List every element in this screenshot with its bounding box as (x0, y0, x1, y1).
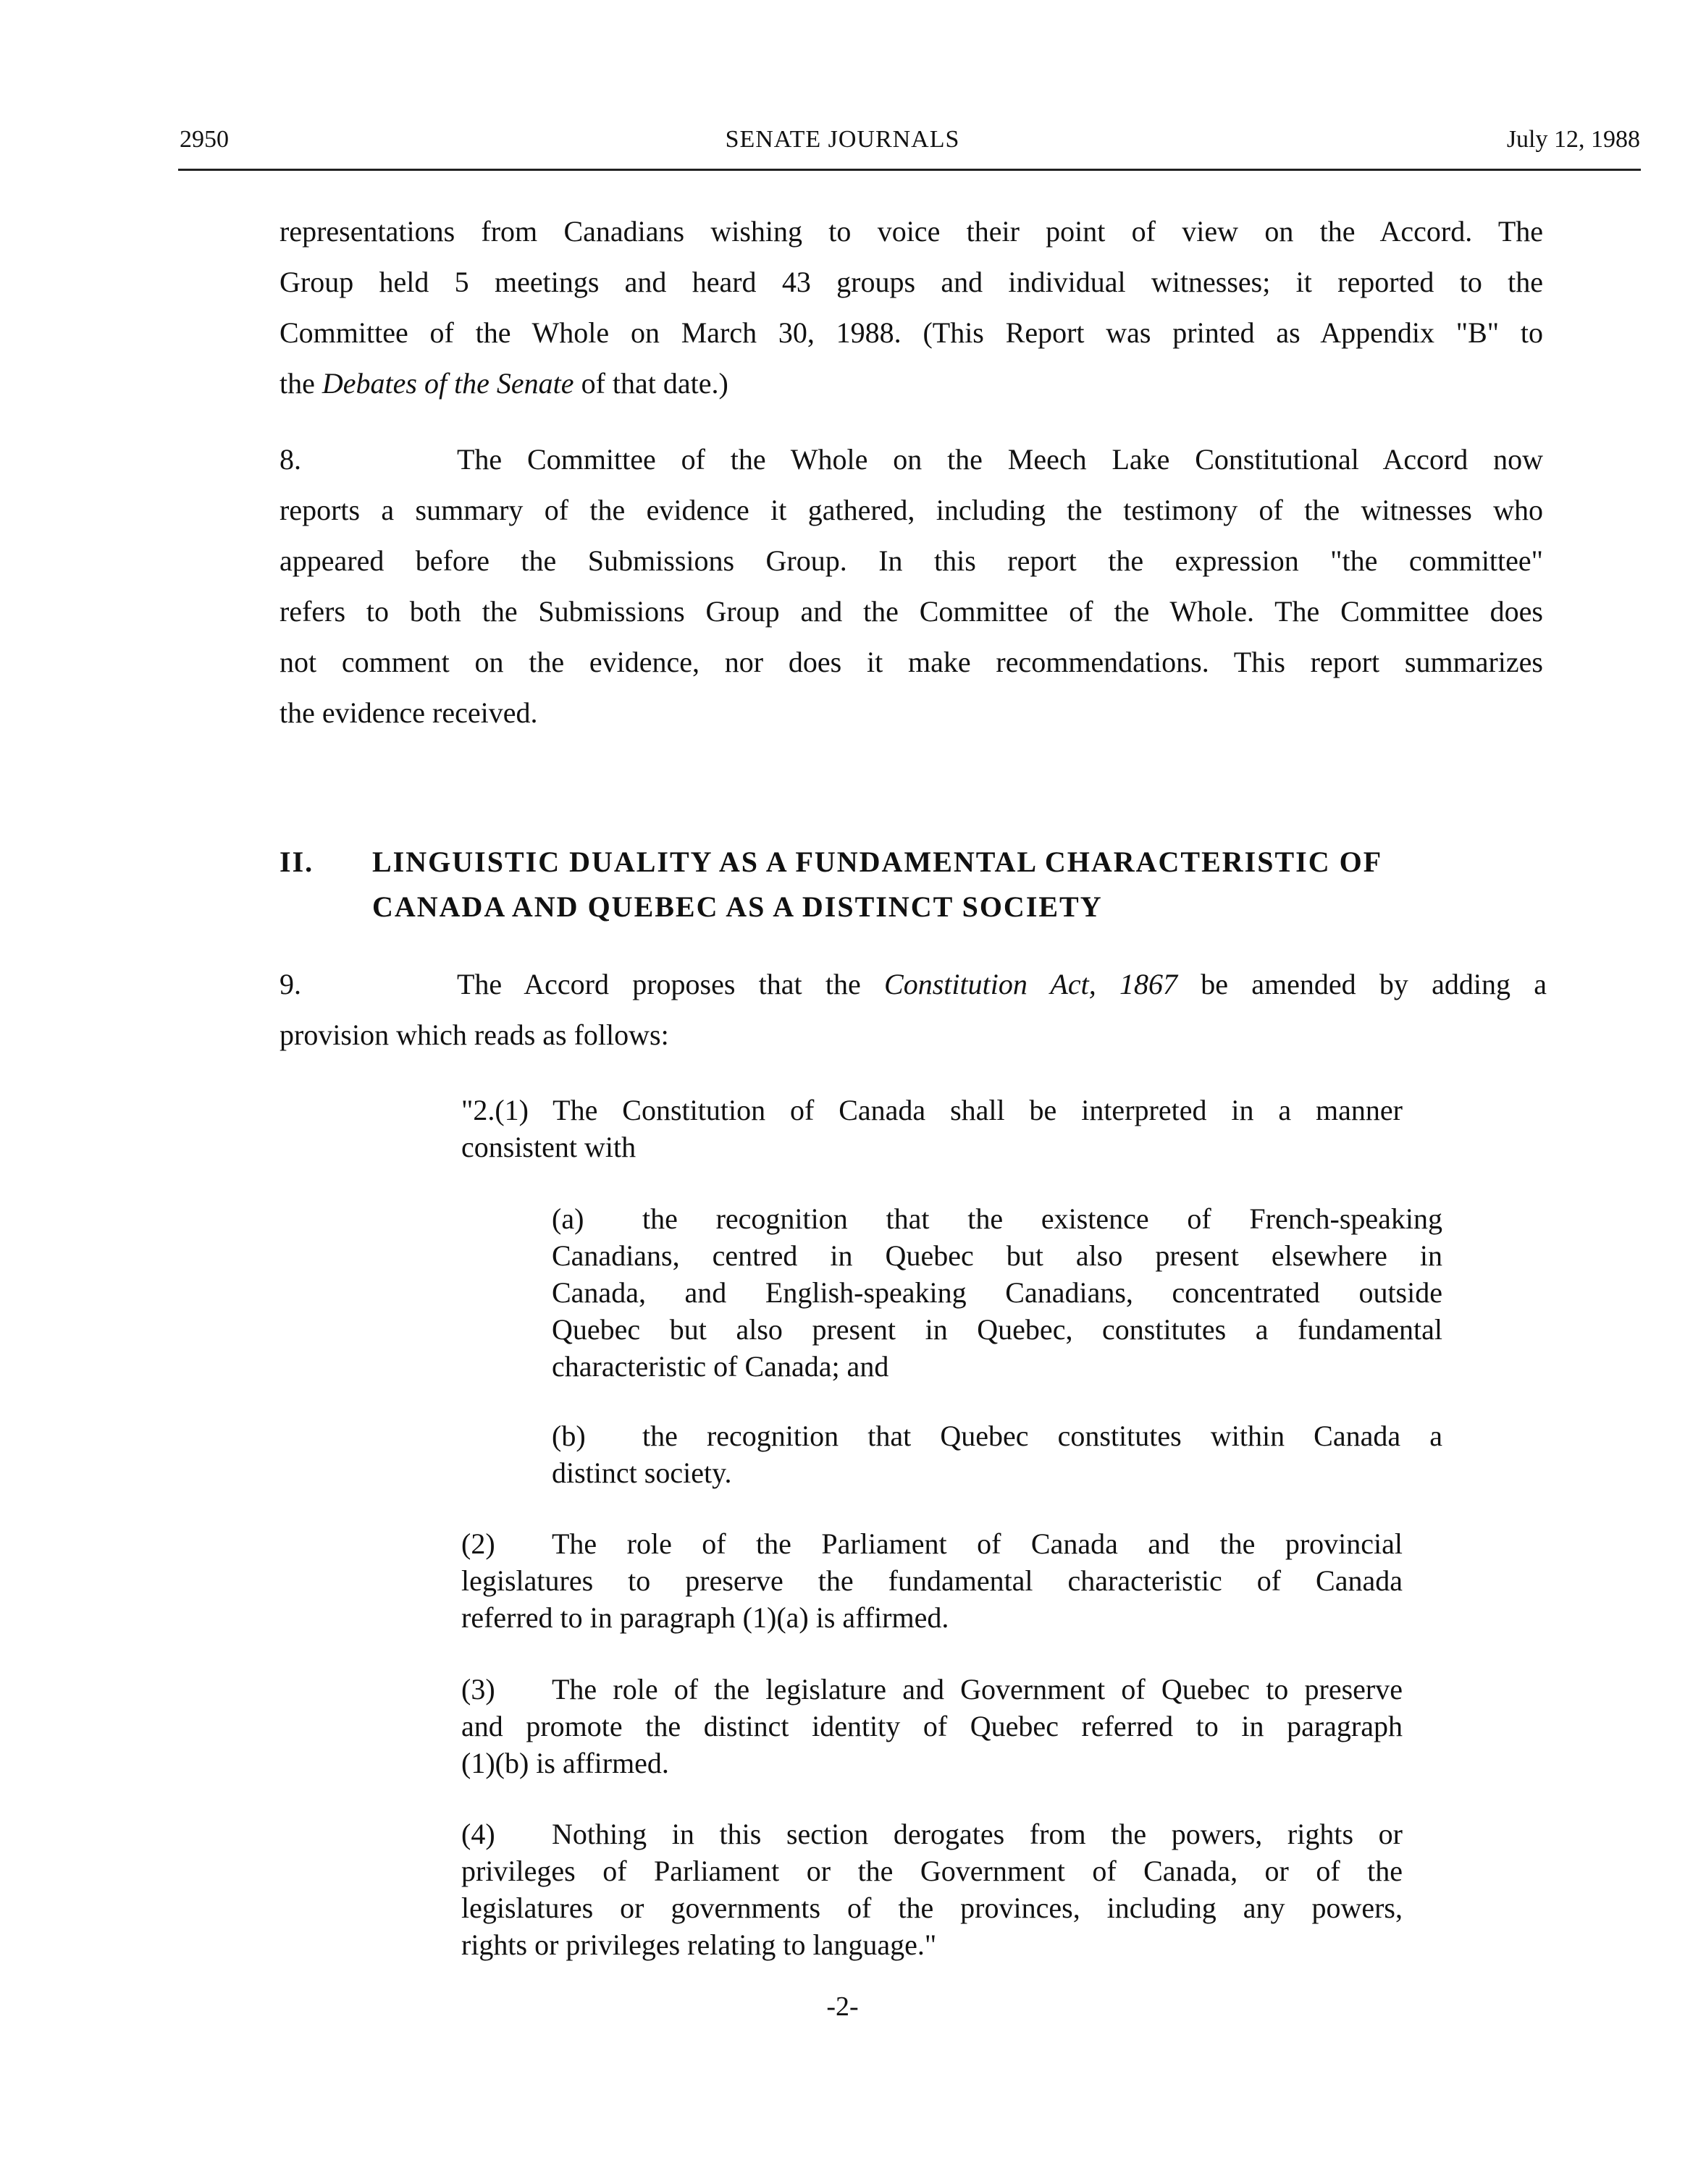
text-line: (1)(b) is affirmed. (461, 1747, 669, 1779)
paragraph-7-continued (280, 206, 1543, 409)
text-line (552, 1200, 1442, 1237)
paragraph-number: 8. (280, 443, 301, 476)
provision-subsection-1 (461, 1092, 1403, 1165)
text-line: Canadians, centred in Quebec but also present elsewhere in (552, 1239, 1442, 1272)
text-line (280, 959, 1547, 1010)
text-line: appeared before the Submissions Group. In this report the expression "the committee" (280, 544, 1543, 577)
debates-title-italic: Debates of the Senate (322, 367, 574, 400)
text-run: be amended by adding a (1177, 968, 1547, 1000)
text-run: the (280, 367, 322, 400)
text-line: provision which reads as follows: (280, 1019, 669, 1051)
text-line (280, 358, 1543, 409)
item-label: (2) (461, 1527, 495, 1560)
text-line (461, 1671, 1403, 1708)
text-line: representations from Canadians wishing to voice their point of view on the Accord. The (280, 215, 1543, 248)
section-title-line: CANADA AND QUEBEC AS A DISTINCT SOCIETY (372, 890, 1103, 923)
text-line: characteristic of Canada; and (552, 1350, 889, 1383)
text-line: reports a summary of the evidence it gathered, including the testimony of the witnesses who (280, 494, 1543, 526)
text-line: rights or privileges relating to language." (461, 1928, 937, 1961)
section-number: II. (280, 846, 314, 878)
text-run: The Committee of the Whole on the Meech Lake Constitutional Accord now (457, 443, 1543, 476)
paragraph-9 (280, 959, 1547, 1061)
text-line: referred to in paragraph (1)(a) is affirmed. (461, 1601, 949, 1634)
paragraph-number: 9. (280, 968, 301, 1000)
text-line: the evidence received. (280, 696, 538, 729)
text-run: The role of the Parliament of Canada and the provincial (552, 1527, 1403, 1560)
header-rule (178, 169, 1641, 171)
text-line: and promote the distinct identity of Quebec referred to in paragraph (461, 1710, 1403, 1742)
section-title-line: LINGUISTIC DUALITY AS A FUNDAMENTAL CHARACTERISTIC OF (372, 846, 1383, 878)
text-line: consistent with (461, 1131, 636, 1163)
item-label: (b) (552, 1420, 586, 1452)
provision-subsection-4 (461, 1816, 1403, 1963)
header-date: July 12, 1988 (1506, 126, 1640, 153)
text-run: The Accord proposes that the (457, 968, 885, 1000)
text-line: refers to both the Submissions Group and the Committee of the Whole. The Committee does (280, 595, 1543, 628)
text-line: "2.(1) The Constitution of Canada shall be interpreted in a manner (461, 1094, 1403, 1126)
text-line: Group held 5 meetings and heard 43 groups and individual witnesses; it reported to the (280, 266, 1543, 298)
text-line (461, 1525, 1403, 1562)
text-line: Canada, and English-speaking Canadians, concentrated outside (552, 1276, 1442, 1309)
text-line: privileges of Parliament or the Government of Canada, or of the (461, 1855, 1403, 1887)
text-line (552, 1417, 1442, 1454)
text-line: Committee of the Whole on March 30, 1988. (This Report was printed as Appendix "B" to (280, 316, 1543, 349)
text-run: the recognition that Quebec constitutes within Canada a (642, 1420, 1442, 1452)
paragraph-8 (280, 434, 1543, 738)
text-line: distinct society. (552, 1456, 732, 1489)
text-line: not comment on the evidence, nor does it make recommendations. This report summarizes (280, 646, 1543, 678)
header-page-number: 2950 (180, 126, 229, 153)
item-label: (3) (461, 1673, 495, 1706)
text-run: the recognition that the existence of French-speaking (642, 1202, 1442, 1235)
text-run: of that date.) (573, 367, 728, 400)
text-line (461, 1816, 1403, 1852)
text-line: legislatures or governments of the provinces, including any powers, (461, 1892, 1403, 1924)
text-line: Quebec but also present in Quebec, constitutes a fundamental (552, 1313, 1442, 1346)
footer-page-label: -2- (826, 1991, 859, 2022)
text-run: Nothing in this section derogates from the powers, rights or (552, 1818, 1403, 1850)
header-journal-title: SENATE JOURNALS (725, 126, 960, 153)
provision-subsection-2 (461, 1525, 1403, 1636)
text-line: legislatures to preserve the fundamental characteristic of Canada (461, 1564, 1403, 1597)
provision-paragraph-a (552, 1200, 1442, 1385)
provision-subsection-3 (461, 1671, 1403, 1782)
provision-paragraph-b (552, 1417, 1442, 1491)
act-title-italic: Constitution Act, 1867 (884, 968, 1177, 1000)
text-line (280, 434, 1543, 485)
text-run: The role of the legislature and Government of Quebec to preserve (552, 1673, 1403, 1706)
item-label: (a) (552, 1202, 584, 1235)
item-label: (4) (461, 1818, 495, 1850)
